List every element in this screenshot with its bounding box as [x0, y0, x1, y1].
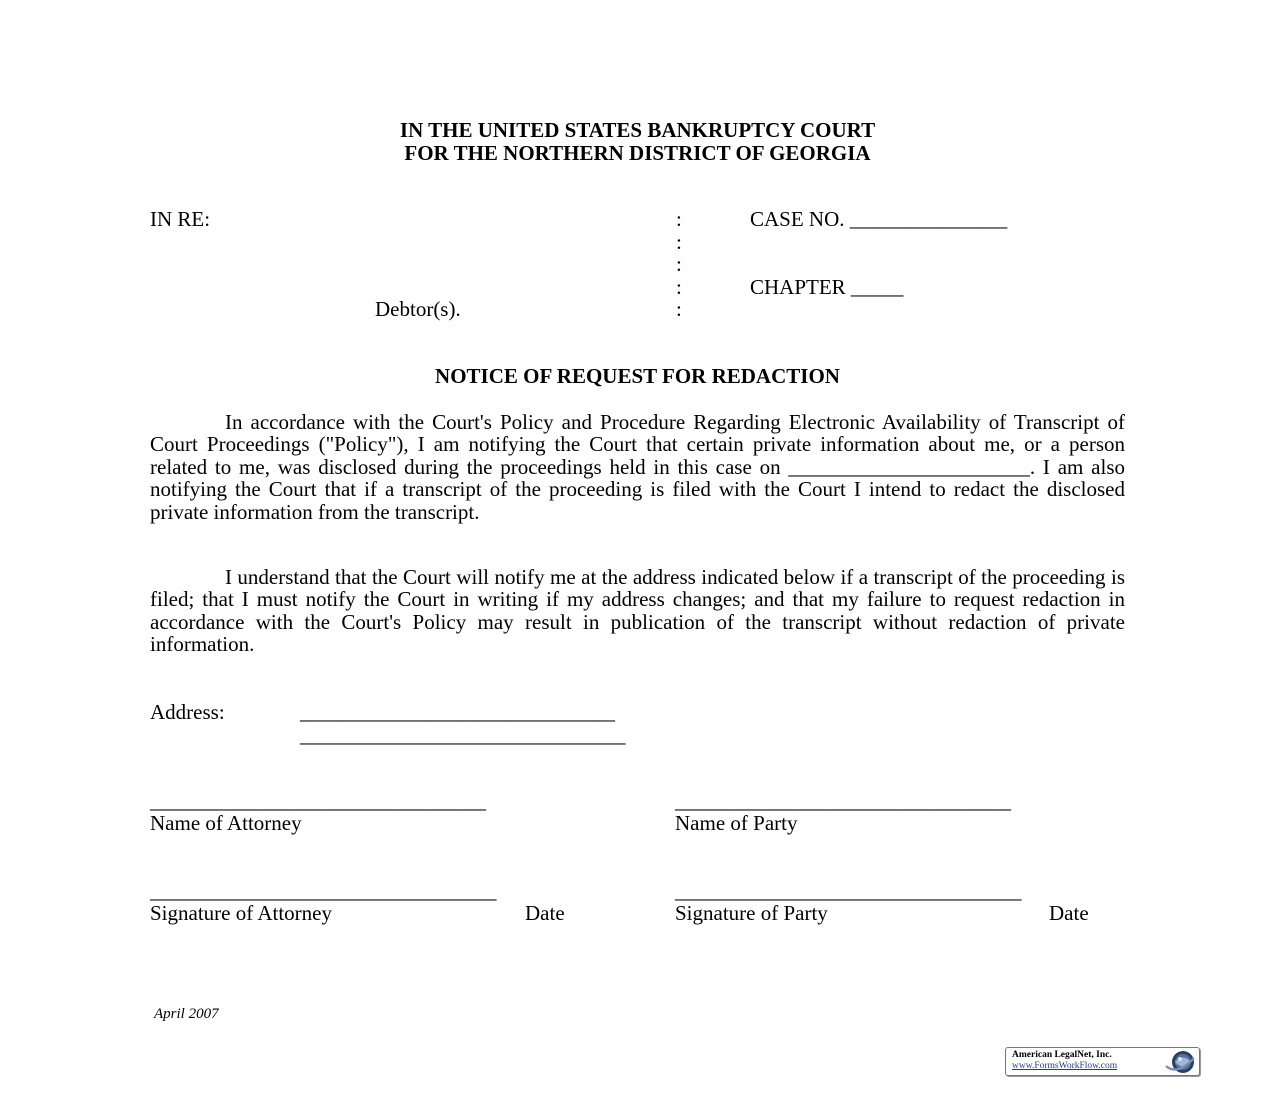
party-name-label: Name of Party: [675, 811, 798, 835]
publisher-name: American LegalNet, Inc.: [1012, 1050, 1112, 1060]
address-line-2[interactable]: _______________________________: [300, 723, 626, 747]
court-name-line1: IN THE UNITED STATES BANKRUPTCY COURT: [399, 118, 876, 142]
caption-colon: :: [676, 275, 682, 299]
party-signature-label: Signature of Party: [675, 901, 828, 925]
attorney-name-label: Name of Attorney: [150, 811, 302, 835]
body-paragraph-2: [150, 566, 1125, 656]
party-signature-line[interactable]: _________________________________: [675, 879, 1022, 903]
caption-colon: :: [676, 252, 682, 276]
chapter-field[interactable]: CHAPTER _____: [750, 275, 904, 299]
body-paragraph-2-text: I understand that the Court will notify me at the address indicated below if a transcript of the proceeding is filed; that I must notify the Court in writing if my address changes; and that my failure to request redaction in accordance with the Court's Policy may result in publication of the transcript without redaction of private information.: [150, 565, 1125, 657]
attorney-name-line[interactable]: ________________________________: [150, 789, 486, 813]
publisher-badge: [1005, 1047, 1200, 1076]
attorney-signature-label: Signature of Attorney: [150, 901, 332, 925]
body-paragraph-1: [150, 411, 1125, 523]
caption-colon: :: [676, 207, 682, 231]
debtor-label: Debtor(s).: [375, 297, 461, 321]
publisher-link[interactable]: www.FormsWorkFlow.com: [1012, 1061, 1118, 1071]
form-revision-date: April 2007: [154, 1006, 219, 1022]
caption-colon: :: [676, 230, 682, 254]
in-re-label: IN RE:: [150, 207, 211, 231]
party-name-line[interactable]: ________________________________: [675, 789, 1011, 813]
court-name-line2: FOR THE NORTHERN DISTRICT OF GEORGIA: [404, 141, 871, 165]
address-line-1[interactable]: ______________________________: [300, 700, 615, 724]
caption-colon: :: [676, 297, 682, 321]
address-label: Address:: [150, 700, 225, 724]
attorney-signature-line[interactable]: _________________________________: [150, 879, 497, 903]
globe-icon: [1161, 1049, 1197, 1075]
case-number-field[interactable]: CASE NO. _______________: [750, 207, 1008, 231]
notice-title: NOTICE OF REQUEST FOR REDACTION: [435, 364, 840, 388]
party-signature-date-label: Date: [1049, 901, 1089, 925]
body-paragraph-1-text: In accordance with the Court's Policy and Procedure Regarding Electronic Availability of Transcript of Court Proceedings ("Policy"), I am notifying the Court that certain private information about me, or a person related to me, was disclosed during the proceedings held in this case on _______________________. I am also notifying the Court that if a transcript of the proceeding is filed with the Court I intend to redact the disclosed private information from the transcript.: [150, 410, 1125, 524]
attorney-signature-date-label: Date: [525, 901, 565, 925]
